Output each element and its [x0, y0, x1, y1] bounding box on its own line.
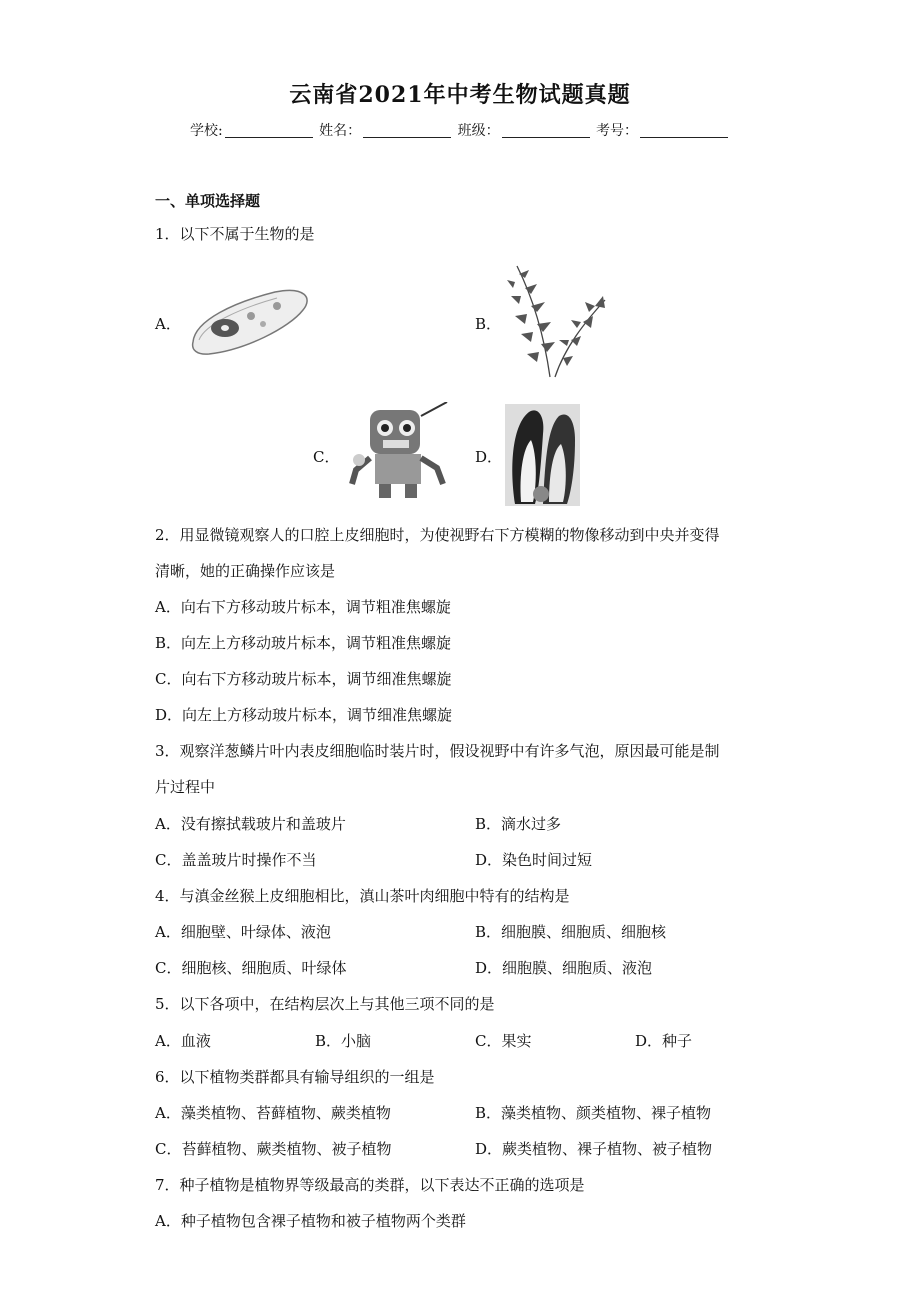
- q6-option-b[interactable]: B．藻类植物、颜类植物、裸子植物: [475, 1104, 712, 1122]
- q5-option-b[interactable]: B．小脑: [315, 1032, 372, 1050]
- school-blank[interactable]: [225, 123, 313, 138]
- q4-stem: 4．与滇金丝猴上皮细胞相比，滇山茶叶肉细胞中特有的结构是: [155, 887, 570, 905]
- q6-stem: 6．以下植物类群都具有输导组织的一组是: [155, 1068, 435, 1086]
- q5-option-c[interactable]: C．果实: [475, 1032, 532, 1050]
- robot-toy-icon: [345, 402, 455, 502]
- q3-stem-line1: 3．观察洋葱鳞片叶内表皮细胞临时装片时，假设视野中有许多气泡，原因最可能是制: [155, 742, 720, 760]
- q6-option-c[interactable]: C．苔藓植物、蕨类植物、被子植物: [155, 1140, 392, 1158]
- q5-option-d[interactable]: D．种子: [635, 1032, 693, 1050]
- q2-option-b[interactable]: B．向左上方移动玻片标本，调节粗准焦螺旋: [155, 634, 452, 652]
- q1-stem: 1．以下不属于生物的是: [155, 225, 315, 243]
- q2-option-c[interactable]: C．向右下方移动玻片标本，调节细准焦螺旋: [155, 670, 452, 688]
- q6-option-a[interactable]: A．藻类植物、苔藓植物、蕨类植物: [155, 1104, 391, 1122]
- paramecium-icon: [185, 280, 315, 360]
- q4-option-c[interactable]: C．细胞核、细胞质、叶绿体: [155, 959, 347, 977]
- q4-option-d[interactable]: D．细胞膜、细胞质、液泡: [475, 959, 653, 977]
- q2-stem-line1: 2．用显微镜观察人的口腔上皮细胞时，为使视野右下方模糊的物像移动到中央并变得: [155, 526, 720, 544]
- q1-option-b-label: B．: [475, 315, 502, 333]
- exam-no-label: 考号：: [596, 123, 639, 139]
- page-title: 云南省2021年中考生物试题真题: [289, 82, 631, 108]
- q7-stem: 7．种子植物是植物界等级最高的类群，以下表达不正确的选项是: [155, 1176, 585, 1194]
- q4-option-b[interactable]: B．细胞膜、细胞质、细胞核: [475, 923, 667, 941]
- class-blank[interactable]: [502, 123, 590, 138]
- q4-option-a[interactable]: A．细胞壁、叶绿体、液泡: [155, 923, 331, 941]
- q1-option-d-label: D．: [475, 448, 503, 466]
- class-label: 班级：: [457, 123, 500, 139]
- q5-option-a[interactable]: A．血液: [155, 1032, 211, 1050]
- q3-stem-line2: 片过程中: [155, 778, 216, 796]
- q1-option-a-label: A．: [155, 315, 181, 333]
- student-info-line: [0, 120, 920, 140]
- name-label: 姓名：: [319, 123, 362, 139]
- school-label: 学校:: [189, 123, 223, 139]
- fern-icon: [505, 262, 610, 380]
- section-heading: 一、单项选择题: [155, 192, 261, 210]
- q3-option-a[interactable]: A．没有擦拭载玻片和盖玻片: [155, 815, 346, 833]
- exam-no-blank[interactable]: [640, 123, 728, 138]
- penguin-icon: [505, 404, 580, 506]
- q5-stem: 5．以下各项中，在结构层次上与其他三项不同的是: [155, 995, 495, 1013]
- name-blank[interactable]: [363, 123, 451, 138]
- q2-option-a[interactable]: A．向右下方移动玻片标本，调节粗准焦螺旋: [155, 598, 451, 616]
- q7-option-a[interactable]: A．种子植物包含裸子植物和被子植物两个类群: [155, 1212, 466, 1230]
- q3-option-b[interactable]: B．滴水过多: [475, 815, 562, 833]
- q3-option-d[interactable]: D．染色时间过短: [475, 851, 593, 869]
- q6-option-d[interactable]: D．蕨类植物、裸子植物、被子植物: [475, 1140, 713, 1158]
- q3-option-c[interactable]: C．盖盖玻片时操作不当: [155, 851, 317, 869]
- q2-option-d[interactable]: D．向左上方移动玻片标本，调节细准焦螺旋: [155, 706, 453, 724]
- q2-stem-line2: 清晰，她的正确操作应该是: [155, 562, 336, 580]
- q1-option-c-label: C．: [313, 448, 340, 466]
